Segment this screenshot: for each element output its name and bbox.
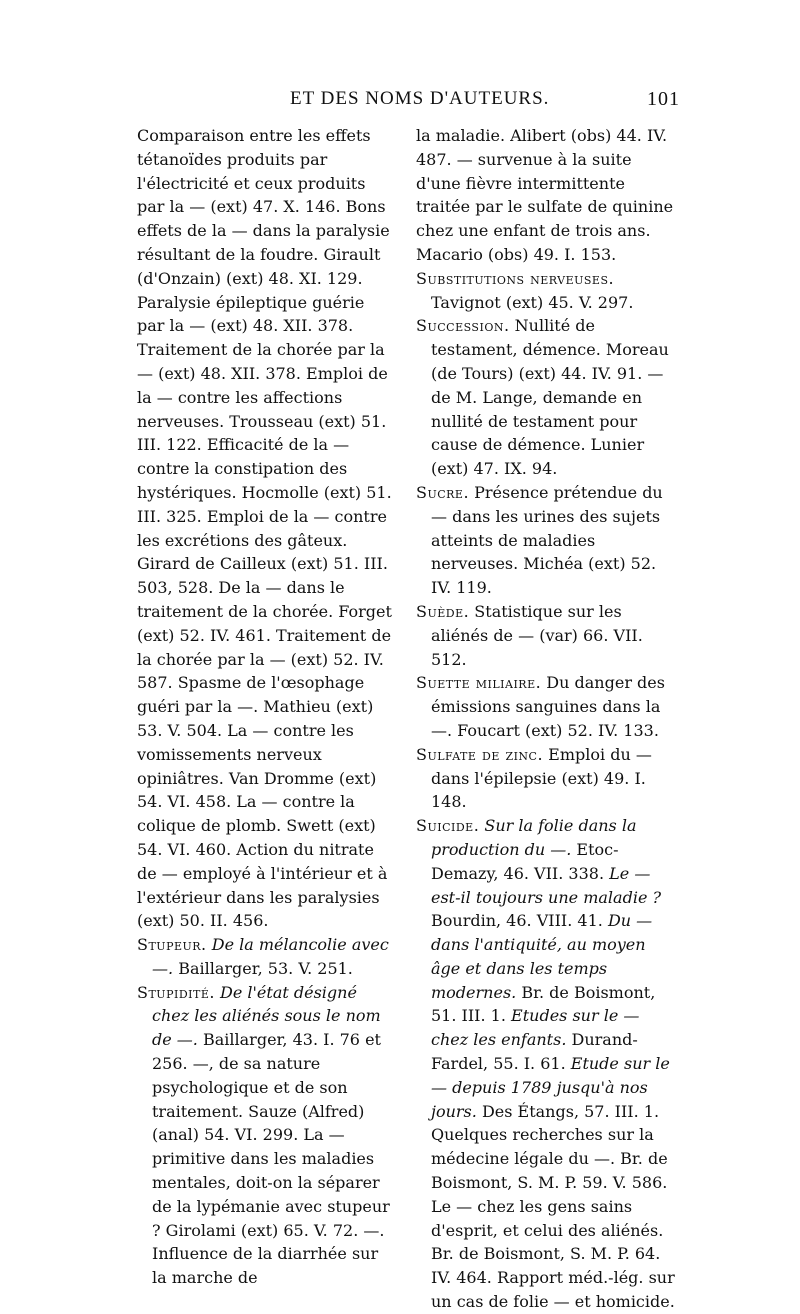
entry-continuation: Comparaison entre les effets tétanoïdes produits par l'électricité et ceux produits par la — (ext) 47. X. 146. Bons effets de la — dans la paralysie résultant de la foudre. Girault (d'Onzain) (ext) 48. XI. 129. Paralysie épileptique guérie par la — (ext) 48. XII. 378. Traitement de la chorée par la — (ext) 48. XII. 378. Emploi de la — contre les affections nerveuses. Trousseau (ext) 51. III. 122. Efficacité de la — contre la constipation des hystériques. Hocmolle (ext) 51. III. 325. Emploi de la — contre les excrétions des gâteux. Girard de Cailleux (ext) 51. III. 503, 528. De la — dans le traitement de la chorée. Forget (ext) 52. IV. 461. Traitement de la chorée par la — (ext) 52. IV. 587. Spasme de l'œsophage guéri par la —. Mathieu (ext) 53. V. 504. La — contre les vomissements nerveux opiniâtres. Van Dromme (ext) 54. VI. 458. La — contre la colique de plomb. Swett (ext) 54. VI. 460. Action du nitrate de — employé à l'intérieur et à l'extérieur dans les paralysies (ext) 50. II. 456. bbox=[137, 126, 392, 931]
entry-sucre: Sucre. Présence prétendue du — dans les urines des sujets atteints de maladies nerveuses. Michéa (ext) 52. IV. 119. bbox=[416, 482, 663, 598]
entry-suede: Suède. Statistique sur les aliénés de — (var) 66. VII. 512. bbox=[416, 601, 643, 669]
entry-heading: Stupidité. bbox=[137, 982, 215, 1002]
entry-heading: Sucre. bbox=[416, 482, 470, 502]
entry-heading: Suède. bbox=[416, 601, 470, 621]
entry-heading: Suicide. bbox=[416, 816, 480, 836]
entry-sulfate: Sulfate de zinc. Emploi du — dans l'épilepsie (ext) 49. I. 148. bbox=[416, 744, 652, 812]
running-title: ET DES NOMS D'AUTEURS. bbox=[290, 88, 550, 109]
entry-substitutions: Substitutions nerveuses. Tavignot (ext) 45. V. 297. bbox=[416, 268, 634, 312]
entry-stupeur: Stupeur. De la mélancolie avec —. Baillarger, 53. V. 251. bbox=[137, 935, 389, 978]
right-column bbox=[416, 124, 679, 1314]
entry-suicide: Suicide. Sur la folie dans la production du —. Etoc-Demazy, 46. VII. 338. Le — est-il toujours une maladie ? Bourdin, 46. VIII. 41. Du — dans l'antiquité, au moyen âge et dans les temps modernes. Br. de Boismont, 51. III. 1. Etudes sur le — chez les enfants. Durand-Fardel, 55. I. 61. Etude sur le — depuis 1789 jusqu'à nos jours. Des Étangs, 57. III. 1. Quelques recherches sur la médecine légale du —. Br. de Boismont, S. M. P. 59. V. 586. Le — chez les gens sains d'esprit, et celui des aliénés. Br. de Boismont, S. M. P. 64. IV. 464. Rapport méd.-lég. sur un cas de folie — et homicide. bbox=[416, 816, 675, 1312]
entry-heading: Suette miliaire. bbox=[416, 673, 542, 693]
entry-heading: Sulfate de zinc. bbox=[416, 744, 544, 764]
left-column bbox=[137, 124, 392, 1290]
page-number: 101 bbox=[647, 88, 680, 110]
running-header bbox=[140, 88, 680, 114]
entry-heading: Stupeur. bbox=[137, 935, 207, 955]
entry-stupidite: Stupidité. De l'état désigné chez les aliénés sous le nom de —. Baillarger, 43. I. 76 et 256. —, de sa nature psychologique et de son traitement. Sauze (Alfred) (anal) 54. VI. 299. La — primitive dans les maladies mentales, doit-on la séparer de la lypémanie avec stupeur ? Girolami (ext) 65. V. 72. —. Influence de la diarrhée sur la marche de bbox=[137, 982, 390, 1288]
entry-heading: Succession. bbox=[416, 316, 510, 336]
entry-succession: Succession. Nullité de testament, démence. Moreau (de Tours) (ext) 44. IV. 91. — de M. Lange, demande en nullité de testament pour cause de démence. Lunier (ext) 47. IX. 94. bbox=[416, 316, 669, 479]
entry-suette: Suette miliaire. Du danger des émissions sanguines dans la —. Foucart (ext) 52. IV. 133. bbox=[416, 673, 665, 740]
entry-continuation: la maladie. Alibert (obs) 44. IV. 487. — survenue à la suite d'une fièvre intermittente traitée par le sulfate de quinine chez une enfant de trois ans. Macario (obs) 49. I. 153. bbox=[416, 126, 674, 264]
entry-heading: Substitutions nerveuses. bbox=[416, 268, 615, 288]
